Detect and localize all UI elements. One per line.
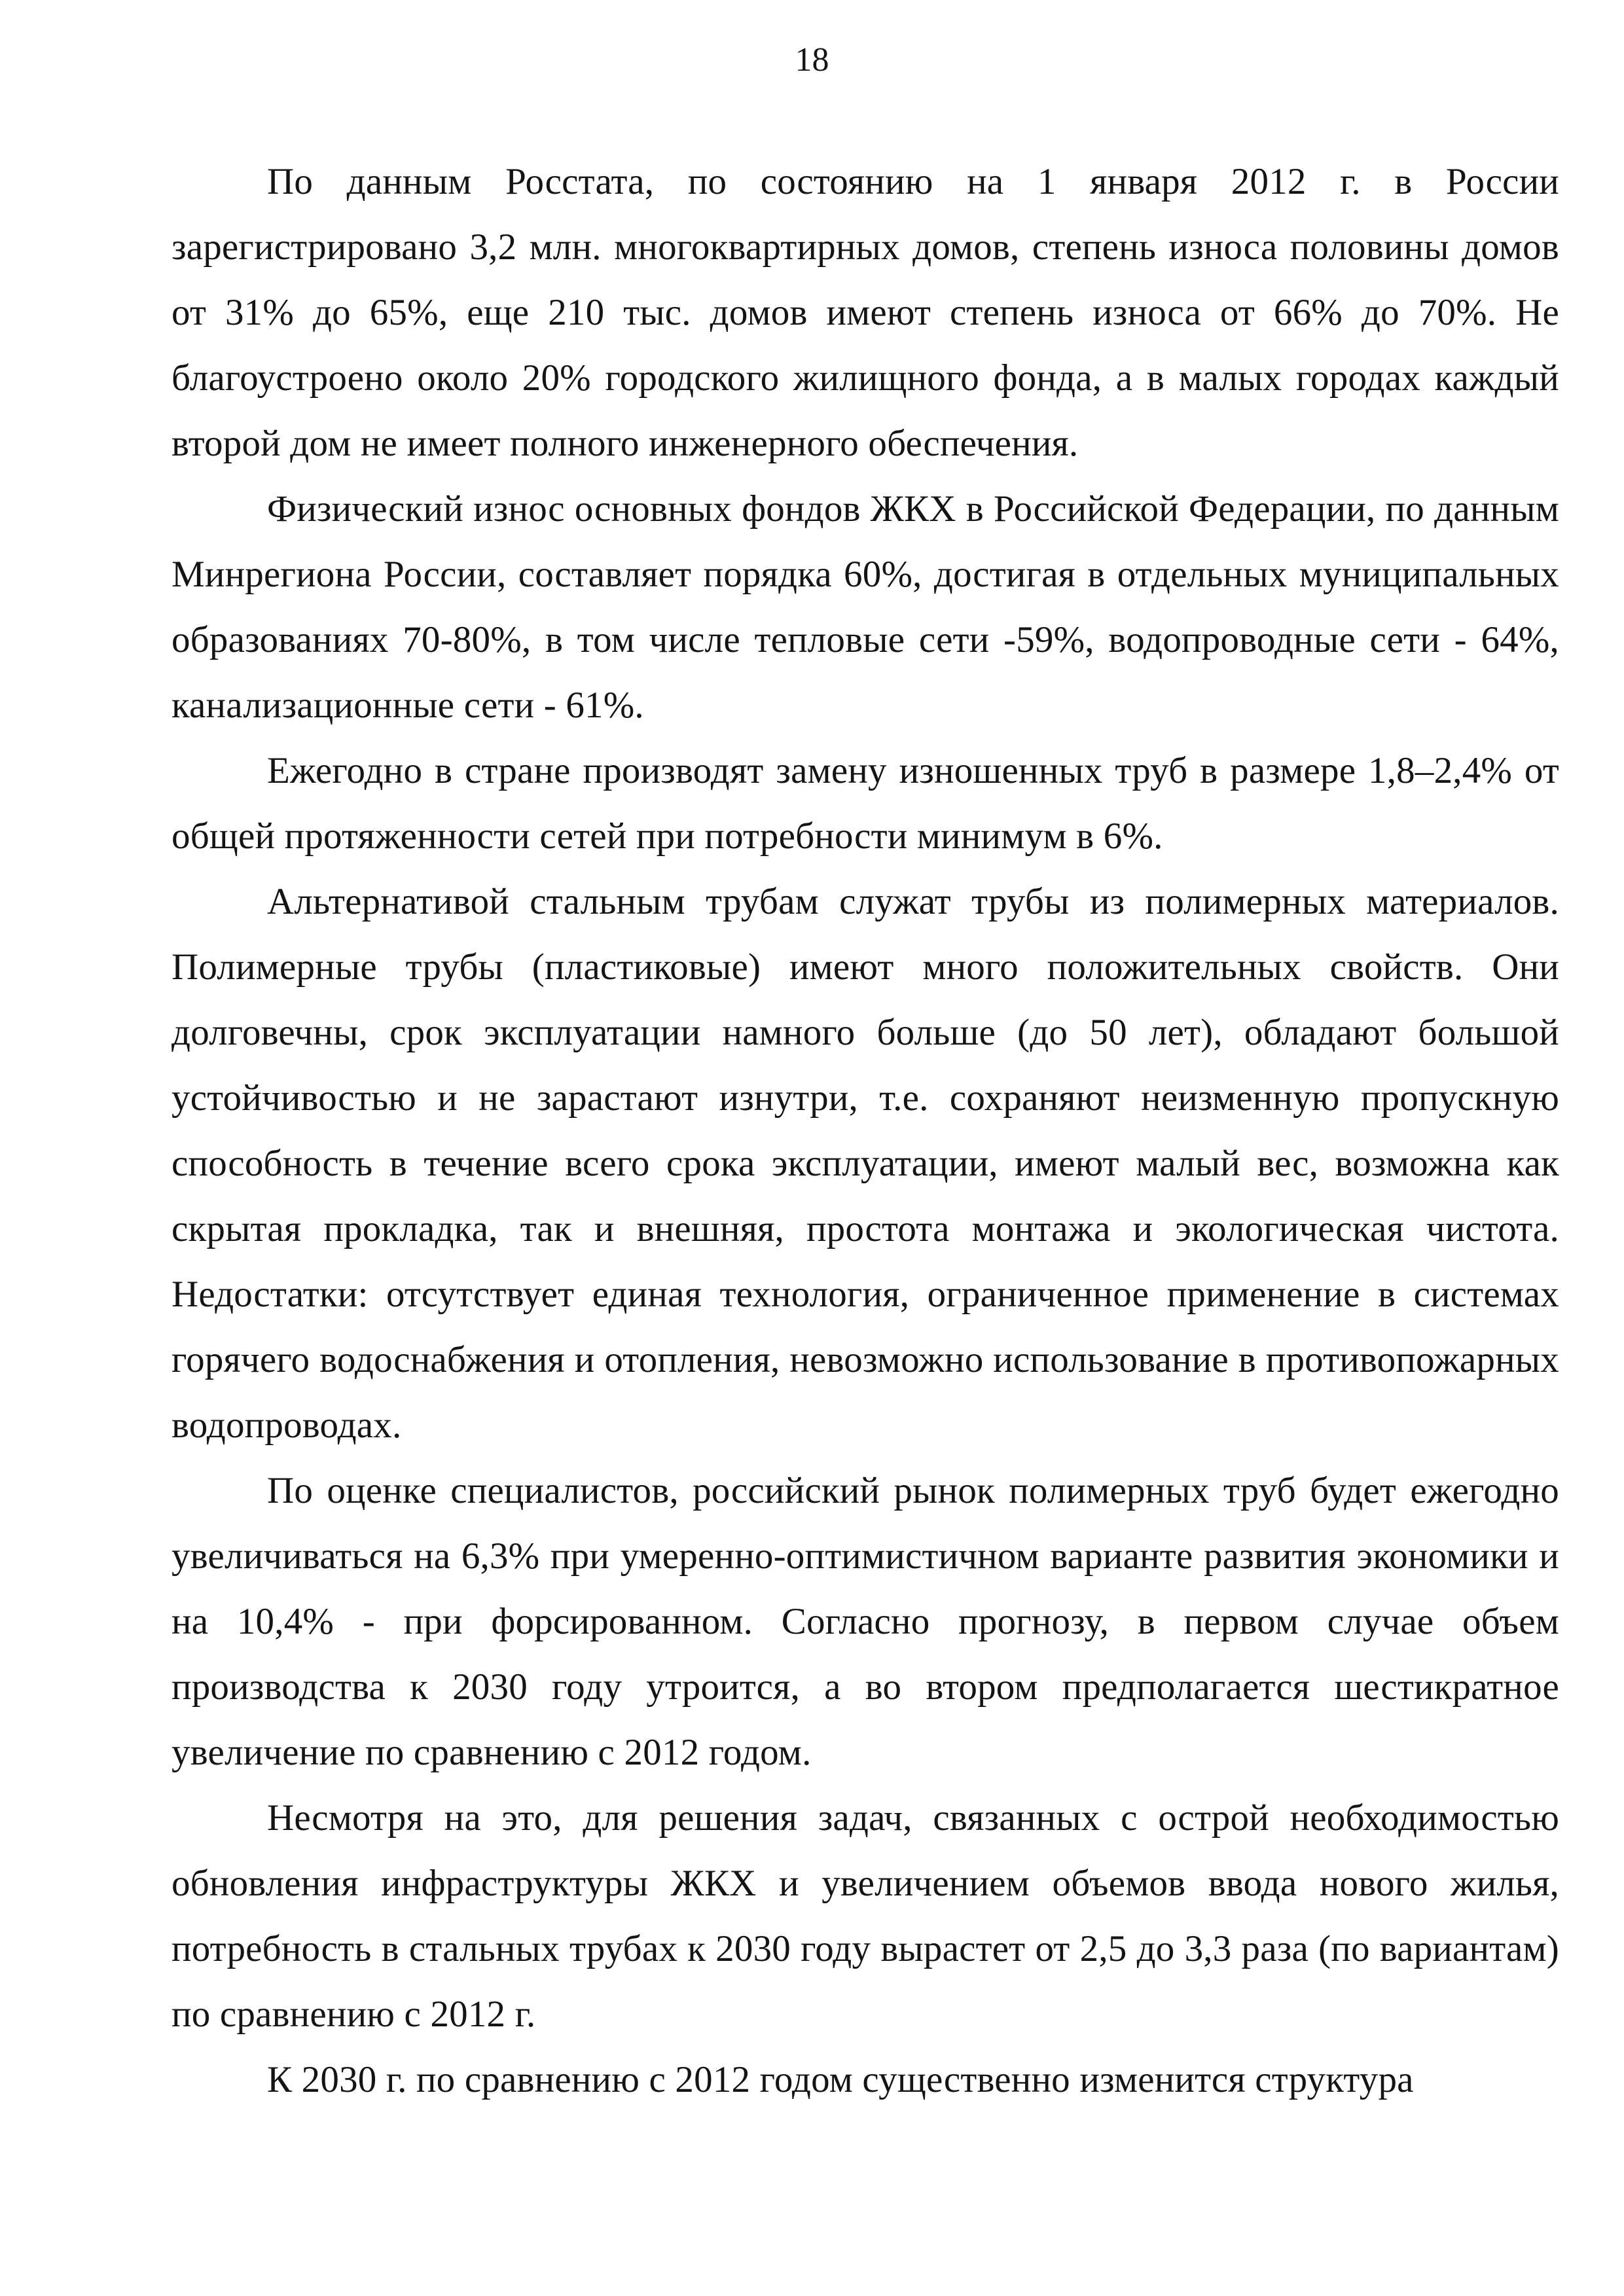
document-body	[171, 149, 1559, 2113]
paragraph-rosstat-housing: По данным Росстата, по состоянию на 1 января 2012 г. в России зарегистрировано 3,2 млн. многоквартирных домов, степень износа половины домов от 31% до 65%, еще 210 тыс. домов имеют степень износа от 66% до 70%. Не благоустроено около 20% городского жилищного фонда, а в малых городах каждый второй дом не имеет полного инженерного обеспечения.	[171, 161, 1559, 464]
paragraph-physical-wear: Физический износ основных фондов ЖКХ в Российской Федерации, по данным Минрегиона России, составляет порядка 60%, достигая в отдельных муниципальных образованиях 70-80%, в том числе тепловые сети -59%, водопроводные сети - 64%, канализационные сети - 61%.	[171, 488, 1559, 726]
paragraph-steel-demand: Несмотря на это, для решения задач, связанных с острой необходимостью обновления инфраструктуры ЖКХ и увеличением объемов ввода нового жилья, потребность в стальных трубах к 2030 году вырастет от 2,5 до 3,3 раза (по вариантам) по сравнению с 2012 г.	[171, 1797, 1559, 2035]
page-number: 18	[795, 41, 829, 79]
paragraph-pipe-replacement: Ежегодно в стране производят замену изношенных труб в размере 1,8–2,4% от общей протяженности сетей при потребности минимум в 6%.	[171, 750, 1559, 857]
paragraph-market-forecast: По оценке специалистов, российский рынок полимерных труб будет ежегодно увеличиваться на 6,3% при умеренно-оптимистичном варианте развития экономики и на 10,4% - при форсированном. Согласно прогнозу, в первом случае объем производства к 2030 году утроится, а во втором предполагается шестикратное увеличение по сравнению с 2012 годом.	[171, 1470, 1559, 1773]
paragraph-polymer-pipes: Альтернативой стальным трубам служат трубы из полимерных материалов. Полимерные трубы (пластиковые) имеют много положительных свойств. Они долговечны, срок эксплуатации намного больше (до 50 лет), обладают большой устойчивостью и не зарастают изнутри, т.е. сохраняют неизменную пропускную способность в течение всего срока эксплуатации, имеют малый вес, возможна как скрытая прокладка, так и внешняя, простота монтажа и экологическая чистота. Недостатки: отсутствует единая технология, ограниченное применение в системах горячего водоснабжения и отопления, невозможно использование в противопожарных водопроводах.	[171, 881, 1559, 1446]
paragraph-structure-change: К 2030 г. по сравнению с 2012 годом существенно изменится структура	[267, 2059, 1414, 2100]
